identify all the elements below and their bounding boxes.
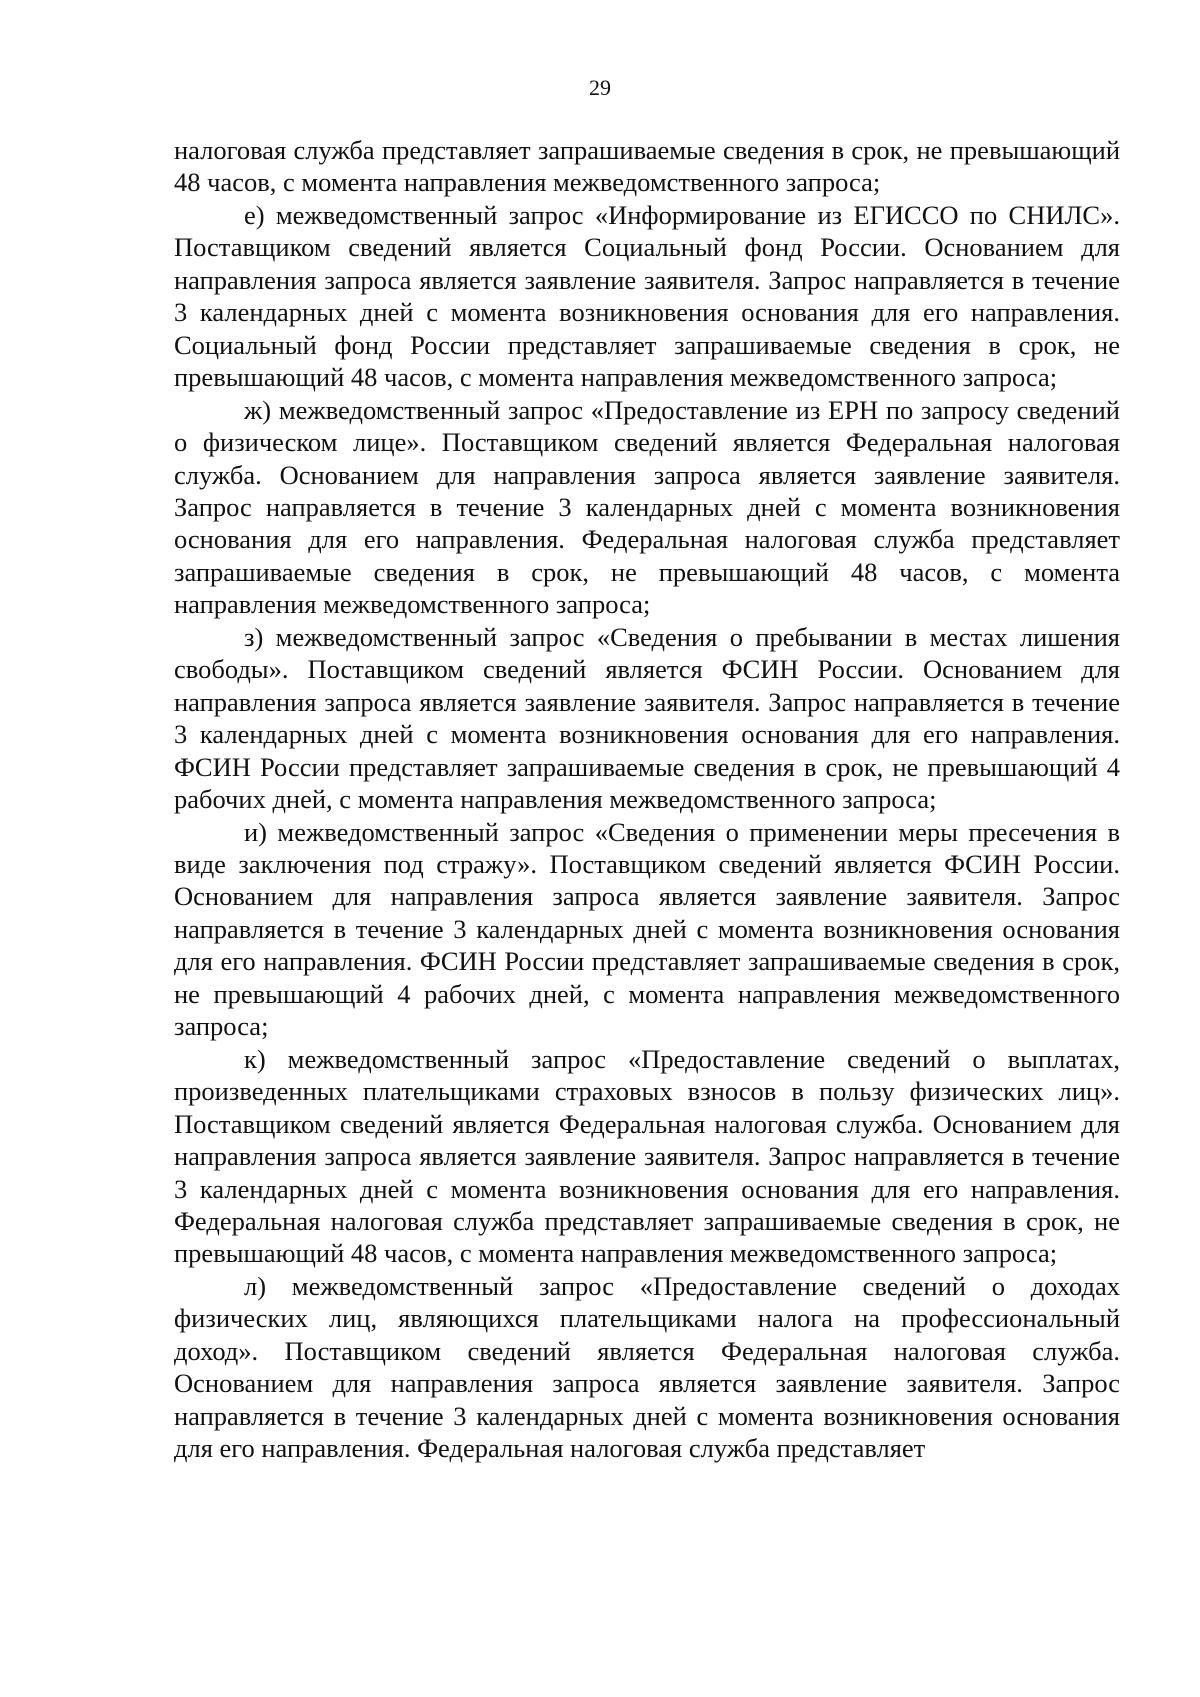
paragraph-item-e: е) межведомственный запрос «Информирование из ЕГИССО по СНИЛС». Поставщиком сведений является Социальный фонд России. Основанием для направления запроса является заявление заявителя. Запрос направляется в течение 3 календарных дней с момента возникновения основания для его направления. Социальный фонд России представляет запрашиваемые сведения в срок, не превышающий 48 часов, с момента направления межведомственного запроса; <box>174 199 1120 393</box>
paragraph-item-i: и) межведомственный запрос «Сведения о применении меры пресечения в виде заключения под стражу». Поставщиком сведений является ФСИН России. Основанием для направления запроса является заявление заявителя. Запрос направляется в течение 3 календарных дней с момента возникновения основания для его направления. ФСИН России представляет запрашиваемые сведения в срок, не превышающий 4 рабочих дней, с момента направления межведомственного запроса; <box>174 816 1120 1042</box>
paragraph-item-l: л) межведомственный запрос «Предоставление сведений о доходах физических лиц, являющихся плательщиками налога на профессиональный доход». Поставщиком сведений является Федеральная налоговая служба. Основанием для направления запроса является заявление заявителя. Запрос направляется в течение 3 календарных дней с момента возникновения основания для его направления. Федеральная налоговая служба представляет <box>174 1270 1120 1464</box>
paragraph-item-z: з) межведомственный запрос «Сведения о пребывании в местах лишения свободы». Поставщиком сведений является ФСИН России. Основанием для направления запроса является заявление заявителя. Запрос направляется в течение 3 календарных дней с момента возникновения основания для его направления. ФСИН России представляет запрашиваемые сведения в срок, не превышающий 4 рабочих дней, с момента направления межведомственного запроса; <box>174 621 1120 815</box>
paragraph-item-zh: ж) межведомственный запрос «Предоставление из ЕРН по запросу сведений о физическом лице». Поставщиком сведений является Федеральная налоговая служба. Основанием для направления запроса является заявление заявителя. Запрос направляется в течение 3 календарных дней с момента возникновения основания для его направления. Федеральная налоговая служба представляет запрашиваемые сведения в срок, не превышающий 48 часов, с момента направления межведомственного запроса; <box>174 394 1120 620</box>
page-number: 29 <box>589 75 611 100</box>
paragraph-continuation: налоговая служба представляет запрашиваемые сведения в срок, не превышающий 48 часов, с момента направления межведомственного запроса; <box>174 135 1120 198</box>
document-body <box>174 134 1120 1465</box>
paragraph-item-k: к) межведомственный запрос «Предоставление сведений о выплатах, произведенных плательщиками страховых взносов в пользу физических лиц». Поставщиком сведений является Федеральная налоговая служба. Основанием для направления запроса является заявление заявителя. Запрос направляется в течение 3 календарных дней с момента возникновения основания для его направления. Федеральная налоговая служба представляет запрашиваемые сведения в срок, не превышающий 48 часов, с момента направления межведомственного запроса; <box>174 1043 1120 1269</box>
